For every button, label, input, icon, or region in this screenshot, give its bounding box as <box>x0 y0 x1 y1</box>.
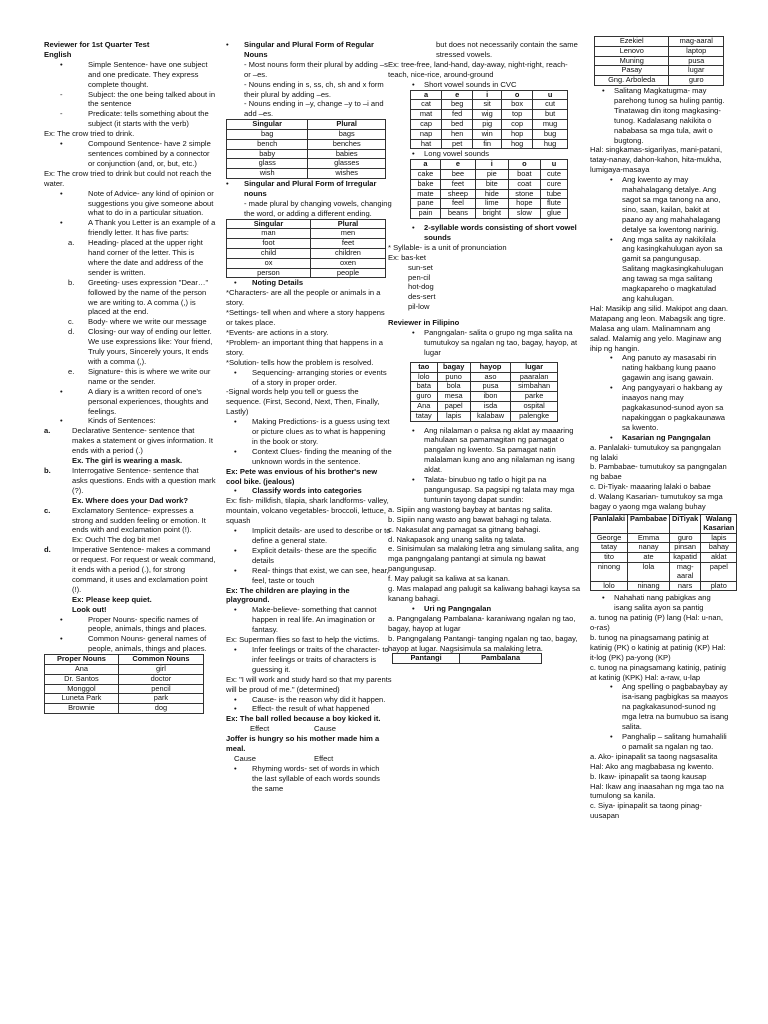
table-cell: Proper Nouns <box>45 655 119 665</box>
table-cell: a <box>411 90 442 100</box>
list-item: d. Closing- our way of ending our letter. We use expressions like: Your friend, Truly yours, Sincerely yours, It ends with a comma (,). <box>68 327 213 366</box>
table-cell: Ana <box>45 664 119 674</box>
example-text: Ex: Superman flies so fast to help the victims. <box>226 635 380 645</box>
table-cell: Pantangi <box>393 654 460 664</box>
table-cell: feet <box>310 239 385 249</box>
example-text: Ex: Please keep quiet. <box>72 594 152 604</box>
table-cell: Pambabae <box>628 514 670 533</box>
table-cell: u <box>533 90 568 100</box>
definition-text: *Solution- tells how the problem is resolved. <box>226 357 374 367</box>
column-english-filipino <box>388 40 586 664</box>
table-cell: tao <box>411 362 438 372</box>
syllable-example: Ex: bas-ket <box>388 252 426 262</box>
list-item: • Cause- is the reason why did it happen. <box>234 694 386 704</box>
table-cell: Plural <box>310 219 385 229</box>
table-cell: Gng. Arboleda <box>595 76 669 86</box>
table-cell: pain <box>411 209 441 219</box>
table-cell: i <box>473 90 502 100</box>
table-cell: pusa <box>669 56 724 66</box>
list-item: • Note of Advice- any kind of opinion or suggestions you give someone about what to do in a particular situation. <box>60 188 214 218</box>
table-cell: guro <box>669 76 724 86</box>
kasarian-table <box>590 514 737 591</box>
list-item: • 2-syllable words consisting of short vowel sounds <box>412 223 577 242</box>
table-cell: tube <box>540 189 567 199</box>
table-cell: fed <box>442 110 473 120</box>
rule-text: a. Sipiin ang wastong baybay at bantas ng salita. <box>388 504 553 514</box>
list-item: • Implicit details- are used to describe or to define a general state. <box>234 526 391 545</box>
table-cell: bed <box>442 119 473 129</box>
table-cell: tatay <box>591 543 628 553</box>
rule-text: c. Nakasulat ang pamagat sa gitnang bahagi. <box>388 524 541 534</box>
table-cell: e <box>440 160 475 170</box>
table-cell: top <box>502 110 533 120</box>
table-cell: sheep <box>440 189 475 199</box>
table-cell: stone <box>508 189 540 199</box>
table-cell: cap <box>411 119 442 129</box>
definition-text: b. Pangngalang Pantangi- tanging ngalan ng tao, bagay, hayop at lugar. Nagsisimula sa malaking letra. <box>388 633 578 653</box>
list-item: • Make-believe- something that cannot happen in real life. An imagination or fantasy. <box>234 605 377 635</box>
table-cell: mug <box>533 119 568 129</box>
definition-text: a. Pangngalang Pambalana- karaniwang ngalan ng tao, bagay, hayop at lugar <box>388 613 576 633</box>
rule-text: e. Sinisimulan sa malaking letra ang simulang salita, ang mga pangngalang pantangi at simula ng bawat pangungusap. <box>388 544 579 574</box>
list-item: • Ang nilalaman o paksa ng aklat ay maaaring mahulaan sa pamamagitan ng pamagat o pangalan ng kwento. Sa pamagat natin malalaman kung ano ang nilalaman ng isang aklat. <box>412 425 575 475</box>
table-cell: but <box>533 110 568 120</box>
table-cell: mat <box>411 110 442 120</box>
example-text: Look out! <box>72 604 107 614</box>
example-text: Hal: Ako ang magbabasa ng kwento. <box>590 761 714 771</box>
label-row: Effect Cause <box>250 724 336 734</box>
table-cell: bite <box>475 179 508 189</box>
list-item: • Simple Sentence- have one subject and one predicate. They express complete thought. <box>60 59 208 89</box>
table-cell: babies <box>308 149 386 159</box>
table-cell: kalabaw <box>470 411 511 421</box>
table-cell: feet <box>440 179 475 189</box>
page-title: Reviewer for 1st Quarter Test <box>44 40 150 49</box>
example-text: Ex. Where does your Dad work? <box>72 495 189 505</box>
table-cell: men <box>310 229 385 239</box>
table-cell: win <box>473 129 502 139</box>
table-cell: lugar <box>669 66 724 76</box>
table-cell: lapis <box>701 533 737 543</box>
table-cell: person <box>227 268 311 278</box>
table-cell: children <box>310 249 385 259</box>
short-vowel-table <box>410 90 568 150</box>
definition-text: *Events- are actions in a story. <box>226 327 329 337</box>
example-text: Ex: fish- milkfish, tilapia, shark landforms- valley, mountain, volcano vegetables- broccoli, lettuce, squash <box>226 496 389 526</box>
table-cell: simbahan <box>511 382 558 392</box>
column-english-2 <box>226 40 392 794</box>
table-cell: doctor <box>118 674 203 684</box>
list-item: • Talata- binubuo ng tatlo o higit pa na pangungusap. Sa pagsipi ng talata may mga tuntunin tayong dapat sundin: <box>412 475 575 504</box>
table-cell: bug <box>533 129 568 139</box>
table-cell: ox <box>227 258 311 268</box>
list-item: • Common Nouns- general names of people, animals, things and places. <box>60 634 207 654</box>
list-item: • Ang panuto ay masasabi rin nating hakbang kung paano gagawin ang isang gawain. <box>610 353 717 383</box>
table-cell: nanay <box>628 543 670 553</box>
table-cell: ninang <box>628 581 670 591</box>
example-text: Ex: Ouch! The dog bit me! <box>72 535 161 545</box>
rule-text: - Nouns ending in –y, change –y to –i and add –es. <box>244 99 384 119</box>
example-text: Ex: tree-free, land-hand, day-away, night-right, reach-teach, nice-rice, around-ground <box>388 59 568 79</box>
table-cell: pet <box>442 139 473 149</box>
table-cell: Emma <box>628 533 670 543</box>
table-cell: cute <box>540 170 567 180</box>
table-cell: box <box>502 100 533 110</box>
table-cell: Common Nouns <box>118 655 203 665</box>
table-cell: pinsan <box>670 543 701 553</box>
example-text: Hal: singkamas-sigarilyas, mani-patani, tatay-nanay, dahon-kahon, hita-mukha, lumigaya-masaya <box>590 145 723 175</box>
label-row: Cause Effect <box>234 753 334 763</box>
table-cell: a <box>411 160 441 170</box>
list-item: • Uri ng Pangngalan <box>412 603 492 613</box>
table-cell: hen <box>442 129 473 139</box>
table-cell: glasses <box>308 159 386 169</box>
table-cell: Luneta Park <box>45 694 119 704</box>
table-cell: Singular <box>227 120 308 130</box>
table-cell: girl <box>118 664 203 674</box>
table-cell: mesa <box>437 392 470 402</box>
rule-text: g. Mas malapad ang palugit sa kaliwang bahagi kaysa sa kanang bahagi. <box>388 584 581 603</box>
table-cell: child <box>227 249 311 259</box>
table-cell: Muning <box>595 56 669 66</box>
table-cell: Walang Kasarian <box>701 514 737 533</box>
reviewer-page <box>44 36 735 990</box>
table-cell: lapis <box>437 411 470 421</box>
definition-text: c. Di-Tiyak- maaaring lalaki o babae <box>590 482 711 492</box>
definition-text: -Signal words help you tell or guess the sequence. (First, Second, Next, Then, Finally, Lastly) <box>226 387 380 417</box>
list-item: • Real- things that exist, we can see, hear, feel, taste or touch <box>234 565 389 585</box>
table-cell: e <box>442 90 473 100</box>
definition-text: *Settings- tell when and where a story happens or takes place. <box>226 308 385 328</box>
table-cell: benches <box>308 139 386 149</box>
table-cell: hayop <box>470 362 511 372</box>
regular-nouns-table <box>226 119 386 179</box>
table-cell: pane <box>411 199 441 209</box>
table-cell: u <box>540 160 567 170</box>
table-cell: man <box>227 229 311 239</box>
table-cell: bola <box>437 382 470 392</box>
table-cell: paaralan <box>511 372 558 382</box>
table-cell: Lenovo <box>595 46 669 56</box>
table-cell: pencil <box>118 684 203 694</box>
nouns-table <box>44 654 204 714</box>
table-cell: aklat <box>701 553 737 563</box>
table-cell: ospital <box>511 401 558 411</box>
table-cell: glass <box>227 159 308 169</box>
table-cell: parke <box>511 392 558 402</box>
list-item: • Short vowel sounds in CVC <box>412 79 517 89</box>
list-item: • Classify words into categories <box>234 486 362 496</box>
table-cell: hat <box>411 139 442 149</box>
table-cell: puno <box>437 372 470 382</box>
syllable-example: sun-set <box>408 262 433 272</box>
table-cell: beans <box>440 209 475 219</box>
pantangi-pambalana-table <box>392 653 542 664</box>
list-item: • Ang mga salita ay nakikilala ang kasingkahulugan ayon sa gamit sa pangungusap. Salitang magkasingkahulugan ang tawag sa mga salitang magkapareho o magkatulad ang kahulugan. <box>610 234 724 304</box>
list-item: b. Greeting- uses expression "Dear…" followed by the name of the person we are writing to. A comma (,) is placed at the end. <box>68 277 209 317</box>
definition-text: c. tunog na pinagsamang katinig, patinig at katinig (KPK) Hal: a-raw, u-lap <box>590 662 726 682</box>
table-cell: oxen <box>310 258 385 268</box>
definition-text: a. Panlalaki- tumutukoy sa pangngalan ng lalaki <box>590 442 721 462</box>
list-item: • Ang pangyayari o hakbang ay inaayos nang may pagkakasunod-sunod ayon sa napakinggan o pagkakaunawa sa kwento. <box>610 383 726 432</box>
table-cell: dog <box>118 704 203 714</box>
syllable-example: des-sert <box>408 292 436 302</box>
example-text: Hal: Ikaw ang inaasahan ng mga tao na tumulong sa kanila. <box>590 781 724 801</box>
list-item: • Compound Sentence- have 2 simple sentences combined by a connector or conjunction (and, or, but, etc.) <box>60 139 211 168</box>
list-item: • Singular and Plural Form of Irregular nouns <box>226 179 377 198</box>
table-cell: mag-aaral <box>669 37 724 47</box>
list-item: • Ang kwento ay may mahahalagang detalye. Ang sagot sa mga tanong na ano, sino, saan, kailan, bakit at paano ay ang mahahalagang detalye sa kwentong narinig. <box>610 175 721 234</box>
syllable-example: pil-low <box>408 302 430 312</box>
section-heading: Reviewer in Filipino <box>388 318 460 328</box>
table-cell: Plural <box>308 120 386 130</box>
list-item: • Proper Nouns- specific names of people, animals, things and places. <box>60 614 207 634</box>
table-cell: papel <box>437 401 470 411</box>
table-cell: tatay <box>411 411 438 421</box>
rule-text: - Most nouns form their plural by adding –s or –es. <box>244 59 388 79</box>
list-item: - Subject: the one being talked about in the sentence <box>60 89 216 109</box>
definition-text: *Characters- are all the people or animals in a story. <box>226 288 381 308</box>
table-cell: hide <box>475 189 508 199</box>
table-cell: glue <box>540 209 567 219</box>
table-cell: park <box>118 694 203 704</box>
table-cell: isda <box>470 401 511 411</box>
list-item: • A Thank you Letter is an example of a friendly letter. It has five parts: <box>60 218 216 238</box>
table-cell: lola <box>628 562 670 581</box>
list-item: c. Exclamatory Sentence- expresses a strong and sudden feeling or emotion. It ends with and exclamation point (!). <box>44 505 206 535</box>
table-cell: o <box>502 90 533 100</box>
table-cell: baby <box>227 149 308 159</box>
table-cell: hug <box>533 139 568 149</box>
table-cell: guro <box>670 533 701 543</box>
list-item: b. Interrogative Sentence- sentence that asks questions. Ends with a question mark (?). <box>44 465 216 495</box>
table-cell: tito <box>591 553 628 563</box>
table-cell: papel <box>701 562 737 581</box>
list-item: • Rhyming words- set of words in which the last syllable of each words sounds the same <box>234 763 380 793</box>
table-cell: laptop <box>669 46 724 56</box>
list-item: • Kinds of Sentences: <box>60 416 156 426</box>
example-text: Ex: "I will work and study hard so that my parents will be proud of me." (determined) <box>226 674 392 694</box>
table-cell: Ana <box>411 401 438 411</box>
list-item: • Explicit details- these are the specific details <box>234 545 377 565</box>
list-item: • Ang spelling o pagbabaybay ay isa-isang pagbigkas sa maayos na pagkakasunod-sunod ng mga letra na bumubuo sa isang salita. <box>610 682 729 732</box>
table-cell: DiTiyak <box>670 514 701 533</box>
table-cell: beg <box>442 100 473 110</box>
example-text: Ex: The ball rolled because a boy kicked it. <box>226 714 381 724</box>
list-item: • Panghalip – salitang humahalili o pamalit sa ngalan ng tao. <box>610 732 727 751</box>
list-item: • Pangngalan- salita o grupo ng mga salita na tumutukoy sa ngalan ng tao, bagay, hayop, at lugar <box>412 328 578 357</box>
table-cell: bagay <box>437 362 470 372</box>
table-cell: slow <box>508 209 540 219</box>
column-english-1 <box>44 40 216 714</box>
list-item: • Sequencing- arranging stories or events of a story in proper order. <box>234 367 387 387</box>
table-cell: mate <box>411 189 441 199</box>
table-cell: people <box>310 268 385 278</box>
table-cell: lolo <box>591 581 628 591</box>
rule-text: - made plural by changing vowels, changing the word, or adding a different ending. <box>244 198 392 218</box>
list-item: • Long vowel sounds <box>412 149 490 159</box>
list-item: c. Body- where we write our message <box>68 317 207 327</box>
table-cell: cut <box>533 100 568 110</box>
table-cell: feel <box>440 199 475 209</box>
table-cell: cake <box>411 170 441 180</box>
list-item: e. Signature- this is where we write our name or the sender. <box>68 366 211 386</box>
list-item: - Predicate: tells something about the subject (it starts with the verb) <box>60 109 209 129</box>
example-text: Ex: The crow tried to drink but could not reach the water. <box>44 168 212 188</box>
definition-text: b. tunog na pinagsamang patinig at katinig (PK) o katinig at patinig (KP) Hal: it-log (PK) pa-yong (KP) <box>590 632 726 662</box>
example-text: Ex: The children are playing in the playground. <box>226 585 350 605</box>
table-cell: cat <box>411 100 442 110</box>
definition-text: b. Ikaw- ipinapalit sa taong kausap <box>590 771 707 781</box>
definition-text: but does not necessarily contain the same stressed vowels. <box>436 40 578 59</box>
table-cell: palengke <box>511 411 558 421</box>
table-cell: lugar <box>511 362 558 372</box>
table-cell: bag <box>227 130 308 140</box>
list-item: • Noting Details <box>234 278 304 288</box>
table-cell: Pambalana <box>460 654 542 664</box>
irregular-nouns-table <box>226 219 386 279</box>
table-cell: hop <box>502 129 533 139</box>
table-cell: lime <box>475 199 508 209</box>
list-item: d. Imperative Sentence- makes a command or request. For request or weak command, it ends with a period (.), for strong command, it uses and exclamation point (!). <box>44 545 216 594</box>
table-cell: pusa <box>470 382 511 392</box>
table-cell: wishes <box>308 169 386 179</box>
example-text: Ex. The girl is wearing a mask. <box>72 456 183 466</box>
table-cell: bench <box>227 139 308 149</box>
table-cell: Panlalaki <box>591 514 628 533</box>
table-cell: ate <box>628 553 670 563</box>
table-cell: i <box>475 160 508 170</box>
table-cell: coat <box>508 179 540 189</box>
pantangi-pambalana-continued-table <box>594 36 724 86</box>
list-item: • Nahahati nang pabigkas ang isang salita ayon sa pantig <box>602 593 711 613</box>
definition-text: a. Ako- ipinapalit sa taong nagsasalita <box>590 751 718 761</box>
table-cell: George <box>591 533 628 543</box>
example-text: Joffer is hungry so his mother made him a meal. <box>226 734 380 754</box>
table-cell: cure <box>540 179 567 189</box>
list-item: • Kasarian ng Pangngalan <box>610 432 711 442</box>
table-cell: bags <box>308 130 386 140</box>
list-item: a. Declarative Sentence- sentence that makes a statement or gives information. It ends with a period (.) <box>44 426 213 456</box>
list-item: • Infer feelings or traits of the character- to infer feelings or traits of characters is guessing it. <box>234 644 389 674</box>
table-cell: kapatid <box>670 553 701 563</box>
long-vowel-table <box>410 159 568 219</box>
column-filipino <box>590 36 735 821</box>
table-cell: nars <box>670 581 701 591</box>
table-cell: aso <box>470 372 511 382</box>
table-cell: hog <box>502 139 533 149</box>
table-cell: pig <box>473 119 502 129</box>
pangngalan-table <box>410 362 558 422</box>
list-item: • Effect- the result of what happened <box>234 704 370 714</box>
rule-text: d. Nakapasok ang unang salita ng talata. <box>388 534 526 544</box>
table-cell: lolo <box>411 372 438 382</box>
table-cell: cop <box>502 119 533 129</box>
list-item: • Salitang Magkatugma- may parehong tunog sa huling pantig. Tinatawag din itong magkasing-tunog. Kadalasang nakikita o nababasa sa mga tula, awit o bugtong. <box>602 85 725 145</box>
list-item: a. Heading- placed at the upper right hand corner of the letter. This is where the date and address of the sender is written. <box>68 238 204 277</box>
syllable-example: pen-cil <box>408 272 431 282</box>
table-cell: bright <box>475 209 508 219</box>
definition-text: b. Pambabae- tumutukoy sa pangngalan ng babae <box>590 462 727 482</box>
list-item: • Making Predictions- is a guess using text or picture clues as to what is happening in the book or story. <box>234 417 390 446</box>
table-cell: foot <box>227 239 311 249</box>
definition-text: d. Walang Kasarian- tumutukoy sa mga bagay o yaong mga walang buhay <box>590 492 723 512</box>
table-cell: ninong <box>591 562 628 581</box>
table-cell: Monggol <box>45 684 119 694</box>
table-cell: guro <box>411 392 438 402</box>
rule-text: b. Sipiin nang wasto ang bawat bahagi ng talata. <box>388 514 552 524</box>
subject-heading: English <box>44 49 72 59</box>
table-cell: sit <box>473 100 502 110</box>
table-cell: mag-aaral <box>670 562 701 581</box>
table-cell: flute <box>540 199 567 209</box>
table-cell: ibon <box>470 392 511 402</box>
table-cell: fin <box>473 139 502 149</box>
table-cell: hope <box>508 199 540 209</box>
syllable-example: hot-dog <box>408 282 434 292</box>
table-cell: Ezekiel <box>595 37 669 47</box>
table-cell: o <box>508 160 540 170</box>
example-text: Ex: Pete was envious of his brother's new cool bike. (jealous) <box>226 466 378 486</box>
table-cell: wish <box>227 169 308 179</box>
table-cell: bake <box>411 179 441 189</box>
table-cell: pie <box>475 170 508 180</box>
definition-text: * Syllable- is a unit of pronunciation <box>388 242 507 252</box>
table-cell: Pasay <box>595 66 669 76</box>
example-text: Ex: The crow tried to drink. <box>44 129 135 139</box>
table-cell: Dr. Santos <box>45 674 119 684</box>
table-cell: bahay <box>701 543 737 553</box>
table-cell: boat <box>508 170 540 180</box>
table-cell: nap <box>411 129 442 139</box>
table-cell: bee <box>440 170 475 180</box>
table-cell: bata <box>411 382 438 392</box>
definition-text: *Problem- an important thing that happens in a story. <box>226 337 384 357</box>
rule-text: - Nouns ending in s, ss, ch, sh and x form their plural by adding –es. <box>244 79 384 99</box>
table-cell: wig <box>473 110 502 120</box>
table-cell: Singular <box>227 219 311 229</box>
list-item: • A diary is a written record of one's personal experiences, thoughts and feelings. <box>60 386 209 416</box>
list-item: • Singular and Plural Form of Regular Nouns <box>226 40 374 59</box>
table-cell: Brownie <box>45 704 119 714</box>
list-item: • Context Clues- finding the meaning of the unknown words in the sentence. <box>234 446 392 466</box>
definition-text: c. Siya- ipinapalit sa taong pinag-uusapan <box>590 801 702 821</box>
rule-text: f. May palugit sa kaliwa at sa kanan. <box>388 574 510 584</box>
example-text: Hal: Masikip ang silid. Makipot ang daan. Matapang ang leon. Mabagsik ang tigre. Malasa ang ulam. Malinamnam ang salad. Malamig ang yelo. Maginaw ang ihip ng hangin. <box>590 303 729 353</box>
definition-text: a. tunog na patinig (P) lang (Hal: u-nan, o-ras) <box>590 613 723 633</box>
table-cell: plato <box>701 581 737 591</box>
